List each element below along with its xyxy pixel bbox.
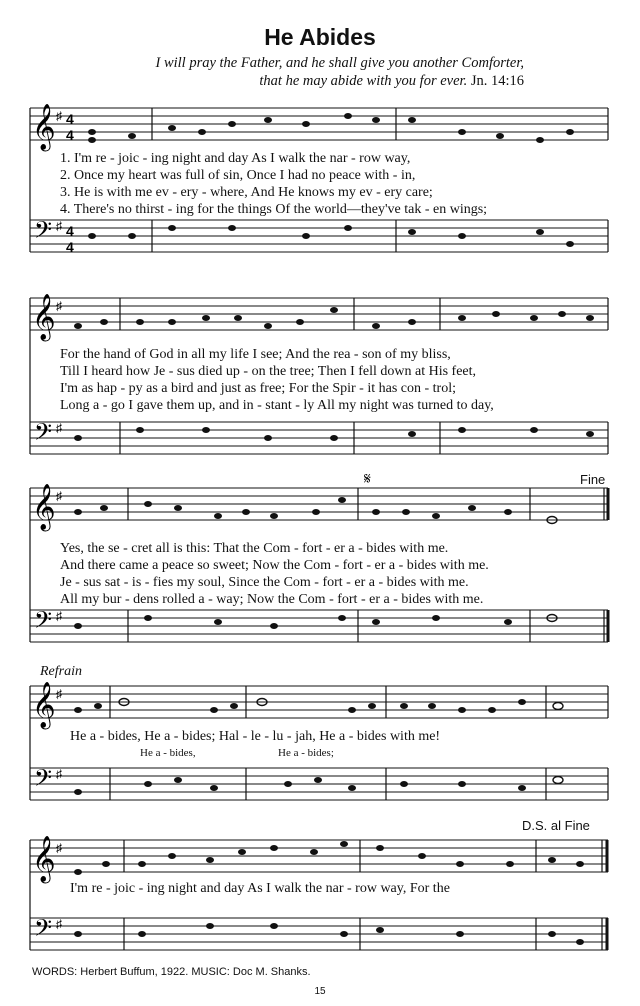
music-system-5 (0, 818, 640, 962)
svg-text:♯: ♯ (56, 299, 62, 313)
epigraph-line-2 (84, 72, 524, 90)
scripture-reference: Jn. 14:16 (470, 73, 524, 89)
repeat-line: I'm re - joic - ing night and day As I walk the nar - row way, For the (70, 881, 450, 896)
verse-1-line: For the hand of God in all my life I see; And the rea - son of my bliss, (60, 347, 451, 362)
svg-text:♯: ♯ (56, 609, 62, 623)
svg-text:𝄢: 𝄢 (34, 216, 53, 249)
verse-3-line: Je - sus sat - is - fies my soul, Since the Com - fort - er a - bides with me. (60, 575, 469, 590)
bass-echo-2: He a - bides; (278, 747, 334, 759)
verse-1-line: 1. I'm re - joic - ing night and day As I walk the nar - row way, (60, 151, 411, 166)
svg-text:4: 4 (66, 223, 74, 239)
epigraph-line-1: I will pray the Father, and he shall give you another Comforter, (155, 55, 524, 71)
verse-3-line: 3. He is with me ev - ery - where, And He knows my ev - ery care; (60, 185, 433, 200)
svg-text:𝄢: 𝄢 (34, 418, 53, 451)
svg-text:♯: ♯ (56, 917, 62, 931)
fine-marking: Fine (580, 472, 606, 487)
music-system-4-refrain (0, 664, 640, 812)
svg-text:♯: ♯ (56, 109, 62, 123)
svg-text:𝄞: 𝄞 (32, 294, 56, 340)
svg-text:𝄞: 𝄞 (32, 484, 56, 530)
hymn-title: He Abides (264, 24, 376, 50)
verse-4-line: All my bur - dens rolled a - way; Now the Com - fort - er a - bides with me. (60, 592, 484, 607)
svg-text:4: 4 (66, 111, 74, 127)
music-system-3 (0, 472, 640, 660)
segno-icon: 𝄋 (364, 472, 371, 488)
refrain-label: Refrain (40, 664, 82, 679)
svg-text:𝄞: 𝄞 (32, 104, 56, 150)
verse-2-line: And there came a peace so sweet; Now the Com - fort - er a - bides with me. (60, 558, 489, 573)
svg-text:4: 4 (66, 239, 74, 255)
svg-text:♯: ♯ (56, 767, 62, 781)
verse-1-line: Yes, the se - cret all is this: That the Com - fort - er a - bides with me. (60, 541, 449, 556)
verse-4-line: Long a - go I gave them up, and in - stant - ly All my night was turned to day, (60, 398, 494, 413)
svg-text:♯: ♯ (56, 421, 62, 435)
verse-2-line: 2. Once my heart was full of sin, Once I had no peace with - in, (60, 168, 416, 183)
ds-al-fine-marking: D.S. al Fine (522, 818, 590, 833)
page-number: 15 (314, 986, 326, 997)
verse-3-line: I'm as hap - py as a bird and just as free; For the Spir - it has con - trol; (60, 381, 456, 396)
svg-text:♯: ♯ (56, 489, 62, 503)
credits: WORDS: Herbert Buffum, 1922. MUSIC: Doc M. Shanks. (32, 966, 311, 978)
svg-text:4: 4 (66, 127, 74, 143)
bass-echo-1: He a - bides, (140, 747, 196, 759)
music-system-1 (0, 96, 640, 272)
svg-text:♯: ♯ (56, 841, 62, 855)
svg-text:♯: ♯ (56, 687, 62, 701)
verse-4-line: 4. There's no thirst - ing for the things Of the world—they've tak - en wings; (60, 202, 488, 217)
svg-text:♯: ♯ (56, 219, 62, 233)
music-system-2 (0, 282, 640, 472)
svg-text:𝄢: 𝄢 (34, 764, 53, 797)
verse-2-line: Till I heard how Je - sus died up - on the tree; Then I fell down at His feet, (60, 364, 477, 379)
svg-text:𝄞: 𝄞 (32, 836, 56, 882)
svg-text:𝄞: 𝄞 (32, 682, 56, 728)
svg-text:𝄢: 𝄢 (34, 606, 53, 639)
epigraph-line-2-text: that he may abide with you for ever. (259, 73, 468, 89)
refrain-line: He a - bides, He a - bides; Hal - le - lu - jah, He a - bides with me! (70, 729, 441, 744)
svg-text:𝄢: 𝄢 (34, 914, 53, 947)
